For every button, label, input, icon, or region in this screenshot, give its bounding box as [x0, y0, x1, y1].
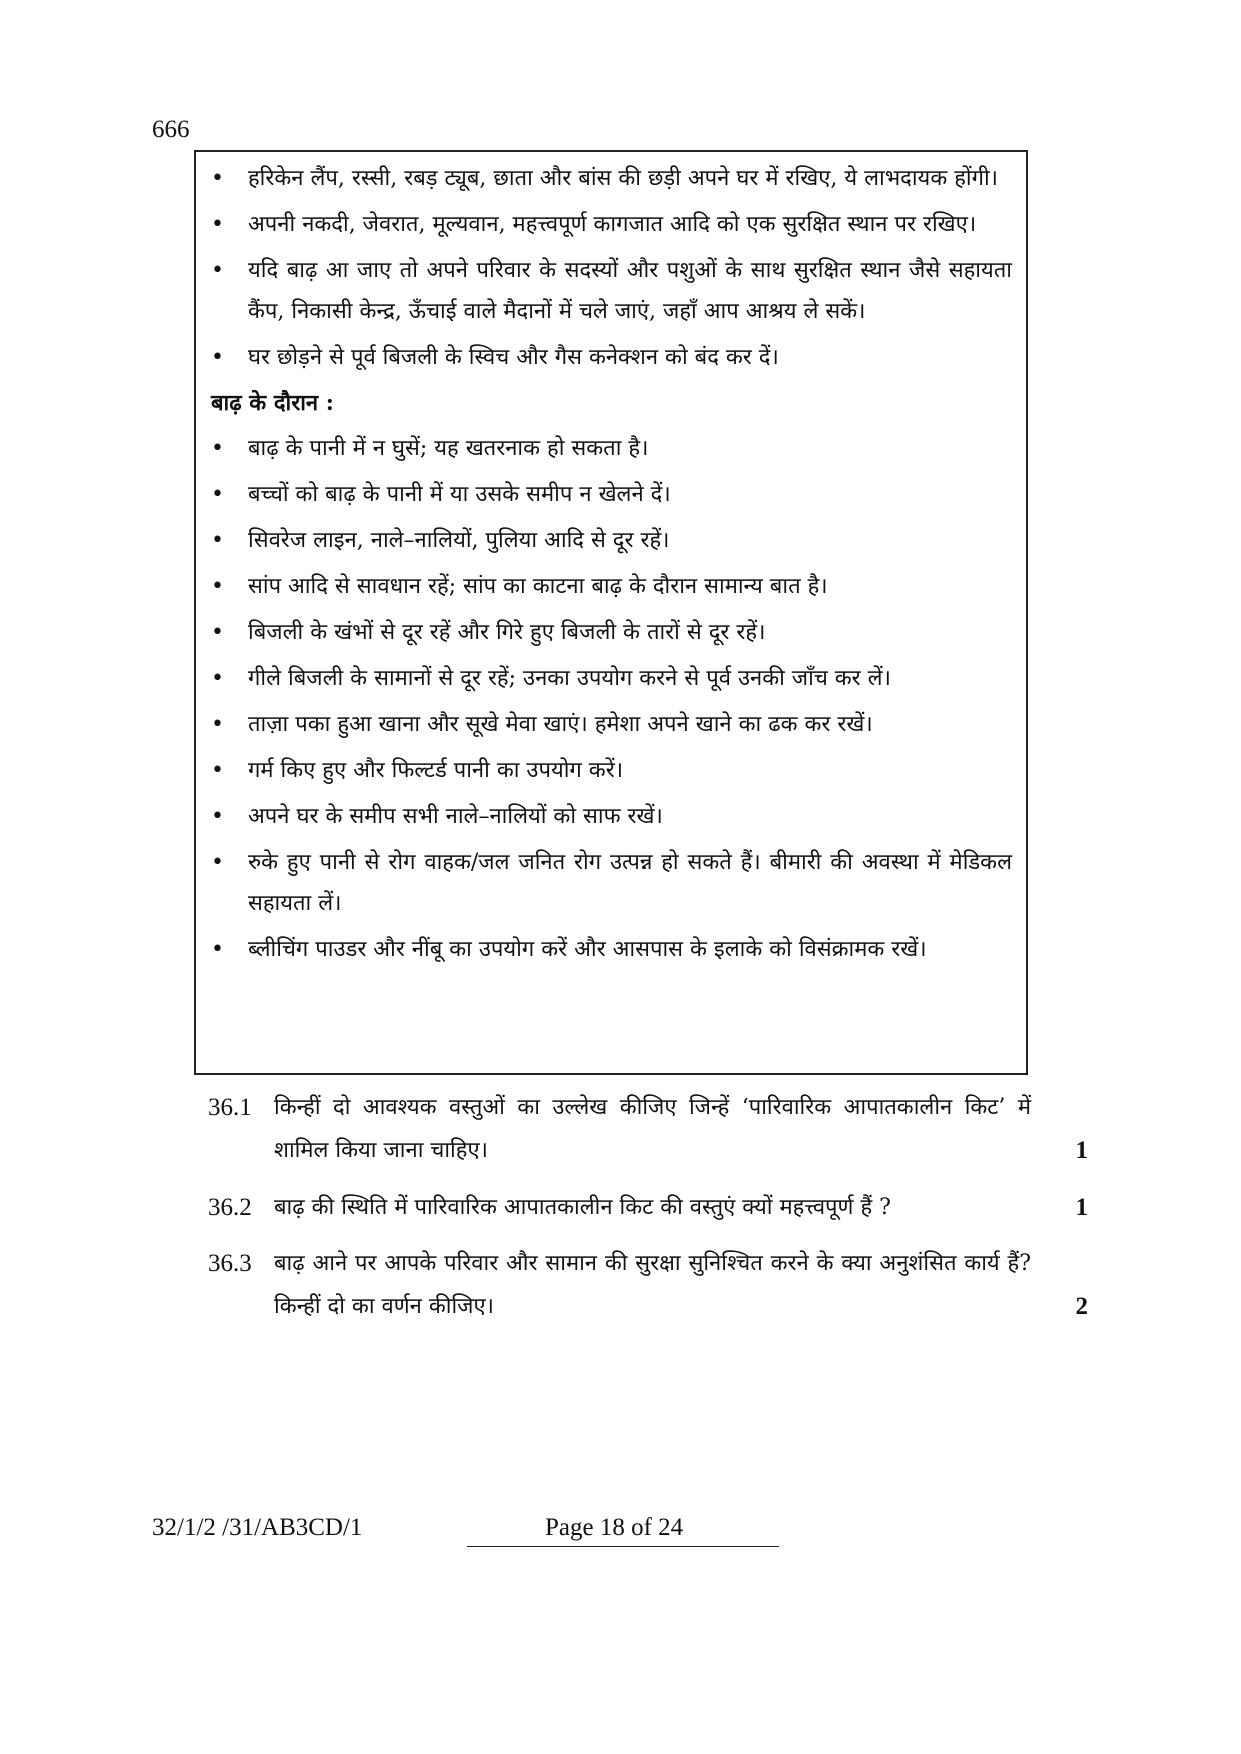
- bullet-icon: •: [211, 574, 224, 599]
- list-item-text: गर्म किए हुए और फिल्टर्ड पानी का उपयोग करें।: [248, 758, 624, 783]
- list-item-text: घर छोड़ने से पूर्व बिजली के स्विच और गैस कनेक्शन को बंद कर दें।: [248, 345, 779, 370]
- list-item: [211, 612, 1012, 653]
- list-item-text: बिजली के खंभों से दूर रहें और गिरे हुए बिजली के तारों से दूर रहें।: [248, 620, 766, 645]
- during-flood-heading: बाढ़ के दौरान :: [211, 390, 334, 416]
- list-item: [211, 250, 1012, 332]
- question-marks: 1: [1075, 1137, 1088, 1164]
- question-36-1: [208, 1086, 1088, 1172]
- list-item-text: हरिकेन लैंप, रस्सी, रबड़ ट्यूब, छाता और बांस की छड़ी अपने घर में रखिए, ये लाभदायक होंगी।: [248, 166, 999, 191]
- list-item: [211, 337, 1012, 378]
- bullet-icon: •: [211, 712, 224, 737]
- bullet-icon: •: [211, 528, 224, 553]
- question-36-3: [208, 1242, 1088, 1328]
- list-item: [211, 158, 1012, 199]
- list-item-text: अपनी नकदी, जेवरात, मूल्यवान, महत्त्वपूर्ण कागजात आदि को एक सुरक्षित स्थान पर रखिए।: [248, 212, 977, 237]
- bullet-icon: •: [211, 436, 224, 461]
- list-item: [211, 520, 1012, 561]
- list-item: [211, 842, 1012, 924]
- list-item-text: अपने घर के समीप सभी नाले–नालियों को साफ रखें।: [248, 804, 663, 829]
- during-flood-list: [211, 428, 1012, 970]
- list-item: [211, 428, 1012, 469]
- bullet-icon: •: [211, 345, 224, 370]
- bullet-icon: •: [211, 850, 224, 875]
- question-text: किन्हीं दो आवश्यक वस्तुओं का उल्लेख कीजिए जिन्हें ‘पारिवारिक आपातकालीन किट’ में शामिल किया जाना चाहिए।: [274, 1095, 1031, 1163]
- bullet-icon: •: [211, 937, 224, 962]
- precautions-box: [194, 150, 1028, 1075]
- bullet-icon: •: [211, 804, 224, 829]
- list-item-text: रुके हुए पानी से रोग वाहक/जल जनित रोग उत्पन्न हो सकते हैं। बीमारी की अवस्था में मेडिकल सहायता लें।: [248, 850, 1012, 916]
- list-item-text: बच्चों को बाढ़ के पानी में या उसके समीप न खेलने दें।: [248, 482, 671, 507]
- bullet-icon: •: [211, 166, 224, 191]
- list-item: [211, 566, 1012, 607]
- question-36-2: [208, 1186, 1088, 1229]
- question-number: 36.3: [208, 1250, 252, 1277]
- list-item: [211, 474, 1012, 515]
- bullet-icon: •: [211, 258, 224, 283]
- page-indicator: Page 18 of 24: [467, 1514, 779, 1547]
- question-text: बाढ़ की स्थिति में पारिवारिक आपातकालीन किट की वस्तुएं क्यों महत्त्वपूर्ण हैं ?: [274, 1195, 891, 1220]
- list-item-text: ब्लीचिंग पाउडर और नींबू का उपयोग करें और आसपास के इलाके को विसंक्रामक रखें।: [248, 937, 927, 962]
- list-item: [211, 204, 1012, 245]
- question-number: 36.2: [208, 1194, 252, 1221]
- list-item-text: सांप आदि से सावधान रहें; सांप का काटना बाढ़ के दौरान सामान्य बात है।: [248, 574, 828, 599]
- question-text: बाढ़ आने पर आपके परिवार और सामान की सुरक्षा सुनिश्चित करने के क्या अनुशंसित कार्य हैं? किन्हीं दो का वर्णन कीजिए।: [274, 1251, 1031, 1319]
- before-flood-list: [211, 158, 1012, 378]
- list-item-text: गीले बिजली के सामानों से दूर रहें; उनका उपयोग करने से पूर्व उनकी जाँच कर लें।: [248, 666, 891, 691]
- page-number: 666: [152, 116, 190, 143]
- paper-code: 32/1/2 /31/AB3CD/1: [152, 1514, 363, 1541]
- list-item-text: सिवरेज लाइन, नाले–नालियों, पुलिया आदि से दूर रहें।: [248, 528, 670, 553]
- list-item: [211, 796, 1012, 837]
- question-number: 36.1: [208, 1094, 252, 1121]
- list-item-text: यदि बाढ़ आ जाए तो अपने परिवार के सदस्यों और पशुओं के साथ सुरक्षित स्थान जैसे सहायता कैंप, निकासी केन्द्र, ऊँचाई वाले मैदानों में चले जाएं, जहाँ आप आश्रय ले सकें।: [248, 258, 1012, 324]
- bullet-icon: •: [211, 620, 224, 645]
- question-marks: 1: [1075, 1194, 1088, 1221]
- bullet-icon: •: [211, 758, 224, 783]
- list-item: [211, 750, 1012, 791]
- list-item: [211, 929, 1012, 970]
- question-marks: 2: [1075, 1293, 1088, 1320]
- list-item: [211, 658, 1012, 699]
- list-item-text: बाढ़ के पानी में न घुसें; यह खतरनाक हो सकता है।: [248, 436, 649, 461]
- bullet-icon: •: [211, 212, 224, 237]
- bullet-icon: •: [211, 482, 224, 507]
- list-item-text: ताज़ा पका हुआ खाना और सूखे मेवा खाएं। हमेशा अपने खाने का ढक कर रखें।: [248, 712, 873, 737]
- bullet-icon: •: [211, 666, 224, 691]
- list-item: [211, 704, 1012, 745]
